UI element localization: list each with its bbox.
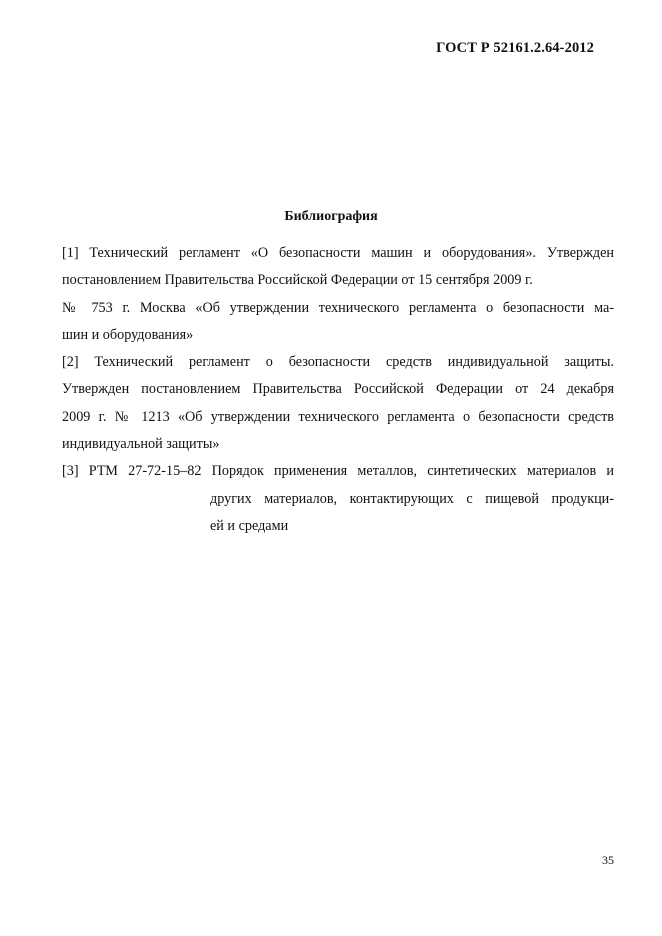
entry-line: [2] Технический регламент о безопасности средств индивидуальной защиты. [62, 354, 614, 371]
entry-line: индивидуальной защиты» [62, 436, 220, 453]
entry-line: Утвержден постановлением Правительства Российской Федерации от 24 декабря [62, 381, 614, 398]
page-number: 35 [602, 853, 614, 867]
entry-line: 2009 г. № 1213 «Об утверждении технического регламента о безопасности средств [62, 408, 614, 425]
entry-line: [1] Технический регламент «О безопасности машин и оборудования». Утвержден [62, 245, 614, 261]
entry-line: № 753 г. Москва «Об утверждении технического регламента о безопасности ма- [62, 299, 614, 316]
entry-line: [3] РТМ 27-72-15–82 Порядок применения металлов, синтетических материалов и [62, 463, 614, 480]
bibliography-entry-3 [62, 458, 614, 540]
bibliography-entry-1 [62, 240, 614, 349]
section-title: Библиография [284, 209, 378, 224]
entry-line: постановлением Правительства Российской Федерации от 15 сентября 2009 г. [62, 272, 533, 289]
bibliography-entry-2 [62, 349, 614, 458]
standard-code: ГОСТ Р 52161.2.64-2012 [436, 40, 594, 56]
entry-line: шин и оборудования» [62, 326, 194, 343]
entry-line: ей и средами [210, 517, 289, 534]
entry-line: других материалов, контактирующих с пищевой продукци- [210, 490, 614, 507]
bibliography-list [62, 240, 614, 540]
